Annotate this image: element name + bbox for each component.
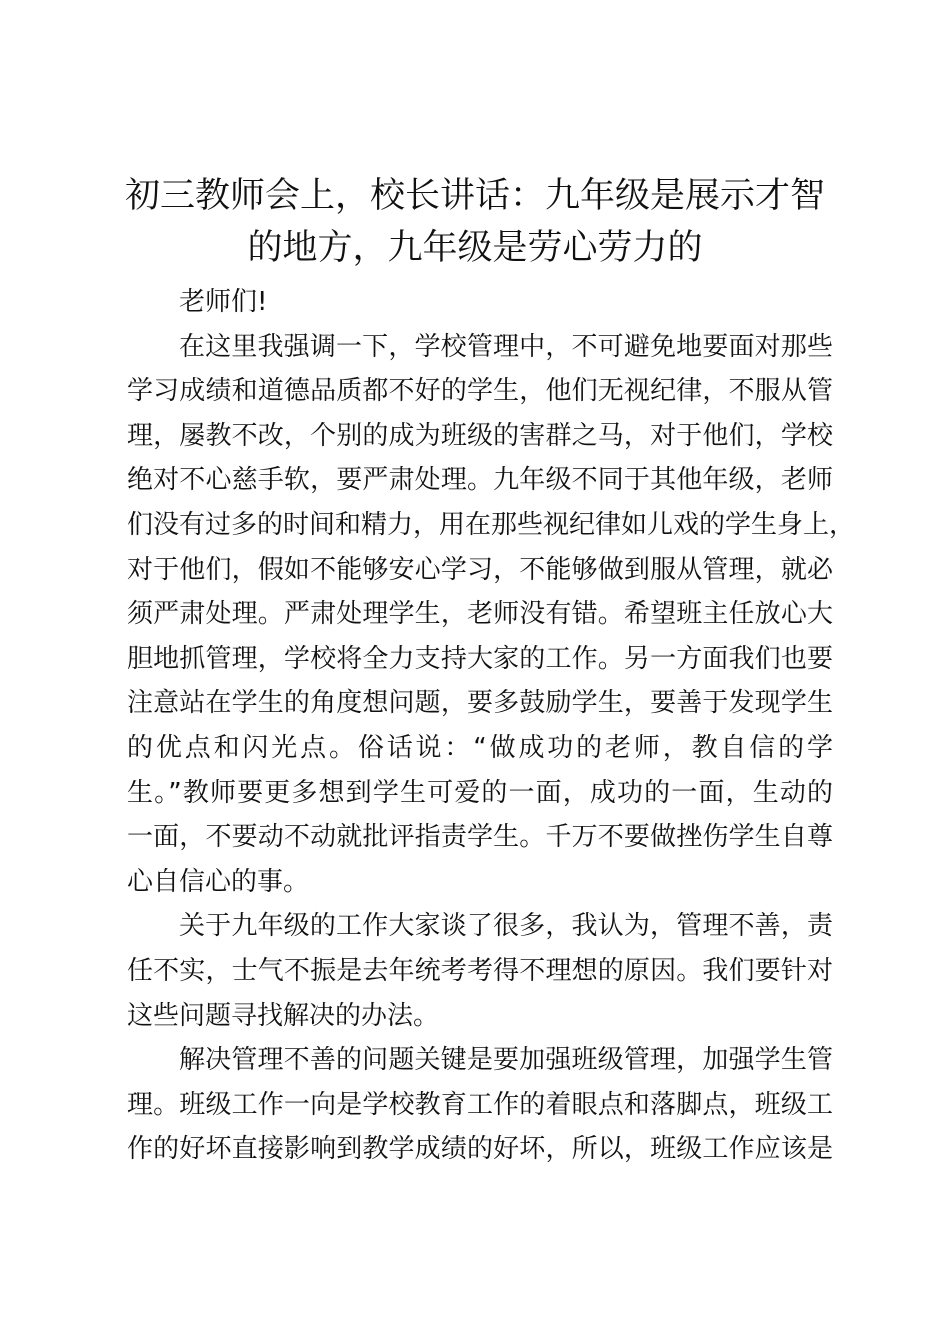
paragraph-1-line-11: 生。”教师要更多想到学生可爱的一面，成功的一面，生动的	[127, 777, 833, 808]
paragraph-3-line-3: 作的好坏直接影响到教学成绩的好坏，所以，班级工作应该是	[127, 1134, 833, 1165]
paragraph-1-line-4: 绝对不心慈手软，要严肃处理。九年级不同于其他年级，老师	[127, 465, 833, 496]
paragraph-1-line-1: 在这里我强调一下，学校管理中，不可避免地要面对那些	[179, 331, 833, 362]
paragraph-2-line-2: 任不实，士气不振是去年统考考得不理想的原因。我们要针对	[127, 955, 833, 986]
paragraph-1-line-9: 注意站在学生的角度想问题，要多鼓励学生，要善于发现学生	[127, 688, 833, 719]
paragraph-1-line-8: 胆地抓管理，学校将全力支持大家的工作。另一方面我们也要	[127, 643, 833, 674]
title-line-1: 初三教师会上，校长讲话：九年级是展示才智	[124, 176, 825, 216]
paragraph-3-line-2: 理。班级工作一向是学校教育工作的着眼点和落脚点，班级工	[127, 1089, 833, 1120]
paragraph-1-line-10: 的优点和闪光点。俗话说：“做成功的老师，教自信的学	[127, 732, 833, 763]
document-body	[127, 280, 856, 1172]
paragraph-1-line-6: 对于他们，假如不能够安心学习，不能够做到服从管理，就必	[127, 554, 833, 585]
title-line-2: 的地方，九年级是劳心劳力的	[247, 228, 703, 268]
paragraph-2-line-3: 这些问题寻找解决的办法。	[127, 1000, 440, 1031]
paragraph-2-line-1: 关于九年级的工作大家谈了很多，我认为，管理不善，责	[179, 911, 833, 942]
paragraph-1-line-5: 们没有过多的时间和精力，用在那些视纪律如儿戏的学生身上，	[127, 509, 856, 540]
paragraph-1-line-3: 理，屡教不改，个别的成为班级的害群之马，对于他们，学校	[127, 420, 833, 451]
paragraph-1-line-7: 须严肃处理。严肃处理学生，老师没有错。希望班主任放心大	[127, 599, 833, 630]
salutation: 老师们!	[179, 287, 268, 317]
paragraph-3-line-1: 解决管理不善的问题关键是要加强班级管理，加强学生管	[179, 1045, 833, 1076]
document-title	[110, 170, 840, 274]
paragraph-1-line-12: 一面，不要动不动就批评指责学生。千万不要做挫伤学生自尊	[127, 822, 833, 853]
paragraph-1-line-2: 学习成绩和道德品质都不好的学生，他们无视纪律，不服从管	[127, 376, 833, 407]
paragraph-1-line-13: 心自信心的事。	[127, 866, 310, 897]
